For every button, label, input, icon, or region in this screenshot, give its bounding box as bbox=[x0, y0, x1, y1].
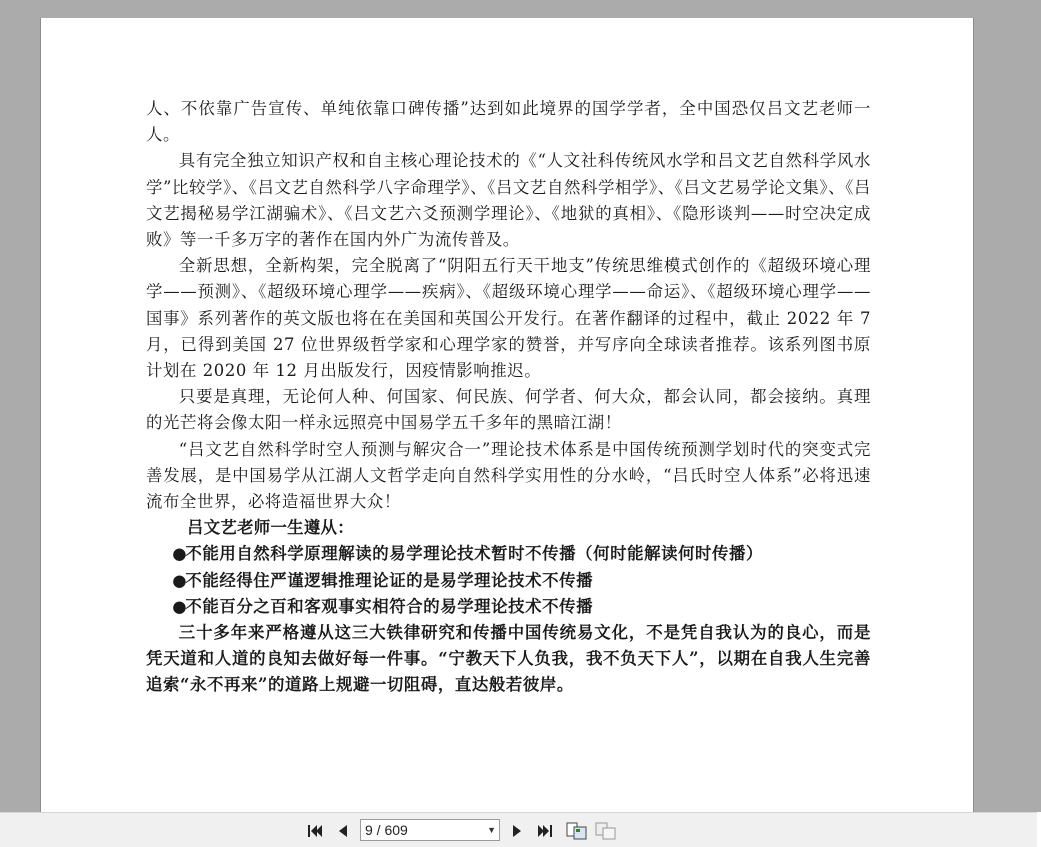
paragraph-5: “吕文艺自然科学时空人预测与解灾合一”理论技术体系是中国传统预测学划时代的突变式完善发展，是中国易学从江湖人文哲学走向自然科学实用性的分水岭，“吕氏时空人体系”必将迅速流布全世界，必将造福世界大众！ bbox=[146, 439, 871, 512]
rules-heading: 吕文艺老师一生遵从： bbox=[187, 518, 354, 538]
page-number-text: 9 / 609 bbox=[365, 822, 408, 838]
two-page-view-icon[interactable] bbox=[595, 821, 615, 841]
bullet-icon: ● bbox=[172, 596, 188, 616]
bullet-icon: ● bbox=[172, 570, 188, 590]
paragraph-2: 具有完全独立知识产权和自主核心理论技术的《“人文社科传统风水学和吕文艺自然科学风水学”比较学》、《吕文艺自然科学八字命理学》、《吕文艺自然科学相学》、《吕文艺易学论文集》、《吕文艺揭秘易学江湖骗术》、《吕文艺六爻预测学理论》、《地狱的真相》、《隐形谈判——时空决定成败》等一千多万字的著作在国内外广为流传普及。 bbox=[146, 151, 871, 250]
paragraph-4: 只要是真理，无论何人种、何国家、何民族、何学者、何大众，都会认同，都会接纳。真理的光芒将会像太阳一样永远照亮中国易学五千多年的黑暗江湖！ bbox=[146, 387, 871, 433]
page-text bbox=[146, 96, 871, 699]
next-page-icon[interactable] bbox=[507, 821, 527, 841]
rule-text: 不能用自然科学原理解读的易学理论技术暂时不传播（何时能解读何时传播） bbox=[185, 544, 764, 564]
single-page-view-icon[interactable] bbox=[566, 821, 586, 841]
rule-item-2 bbox=[146, 568, 871, 594]
document-page bbox=[40, 18, 974, 812]
rule-item-1 bbox=[146, 541, 871, 567]
viewer-top-gap bbox=[0, 0, 1041, 18]
rule-text: 不能经得住严谨逻辑推理论证的是易学理论技术不传播 bbox=[185, 570, 594, 590]
bullet-icon: ● bbox=[172, 544, 188, 564]
last-page-icon[interactable] bbox=[535, 821, 555, 841]
chevron-down-icon[interactable]: ▼ bbox=[487, 825, 496, 835]
rule-item-3 bbox=[146, 594, 871, 620]
paragraph-3: 全新思想，全新构架，完全脱离了“阴阳五行天干地支”传统思维模式创作的《超级环境心理学——预测》、《超级环境心理学——疾病》、《超级环境心理学——命运》、《超级环境心理学——国事》系列著作的英文版也将在在美国和英国公开发行。在著作翻译的过程中，截止 2022 年 7 月，已得到美国 27 位世界级哲学家和心理学家的赞誉，并写序向全球读者推荐。该系列图书原计划在 2020 年 12 月出版发行，因疫情影响推迟。 bbox=[146, 256, 871, 381]
rule-text: 不能百分之百和客观事实相符合的易学理论技术不传播 bbox=[185, 596, 594, 616]
closing-paragraph: 三十多年来严格遵从这三大铁律研究和传播中国传统易文化，不是凭自我认为的良心，而是凭天道和人道的良知去做好每一件事。“宁教天下人负我，我不负天下人”，以期在自我人生完善追索“永不再来”的道路上规避一切阻碍，直达般若彼岸。 bbox=[146, 623, 871, 695]
prev-page-icon[interactable] bbox=[333, 821, 353, 841]
page-number-input[interactable] bbox=[360, 819, 500, 841]
navigation-toolbar bbox=[0, 812, 1041, 847]
paragraph-1: 人、不依靠广告宣传、单纯依靠口碑传播”达到如此境界的国学学者，全中国恐仅吕文艺老师一人。 bbox=[146, 99, 871, 145]
first-page-icon[interactable] bbox=[305, 821, 325, 841]
toolbar-right-edge bbox=[1037, 812, 1041, 847]
